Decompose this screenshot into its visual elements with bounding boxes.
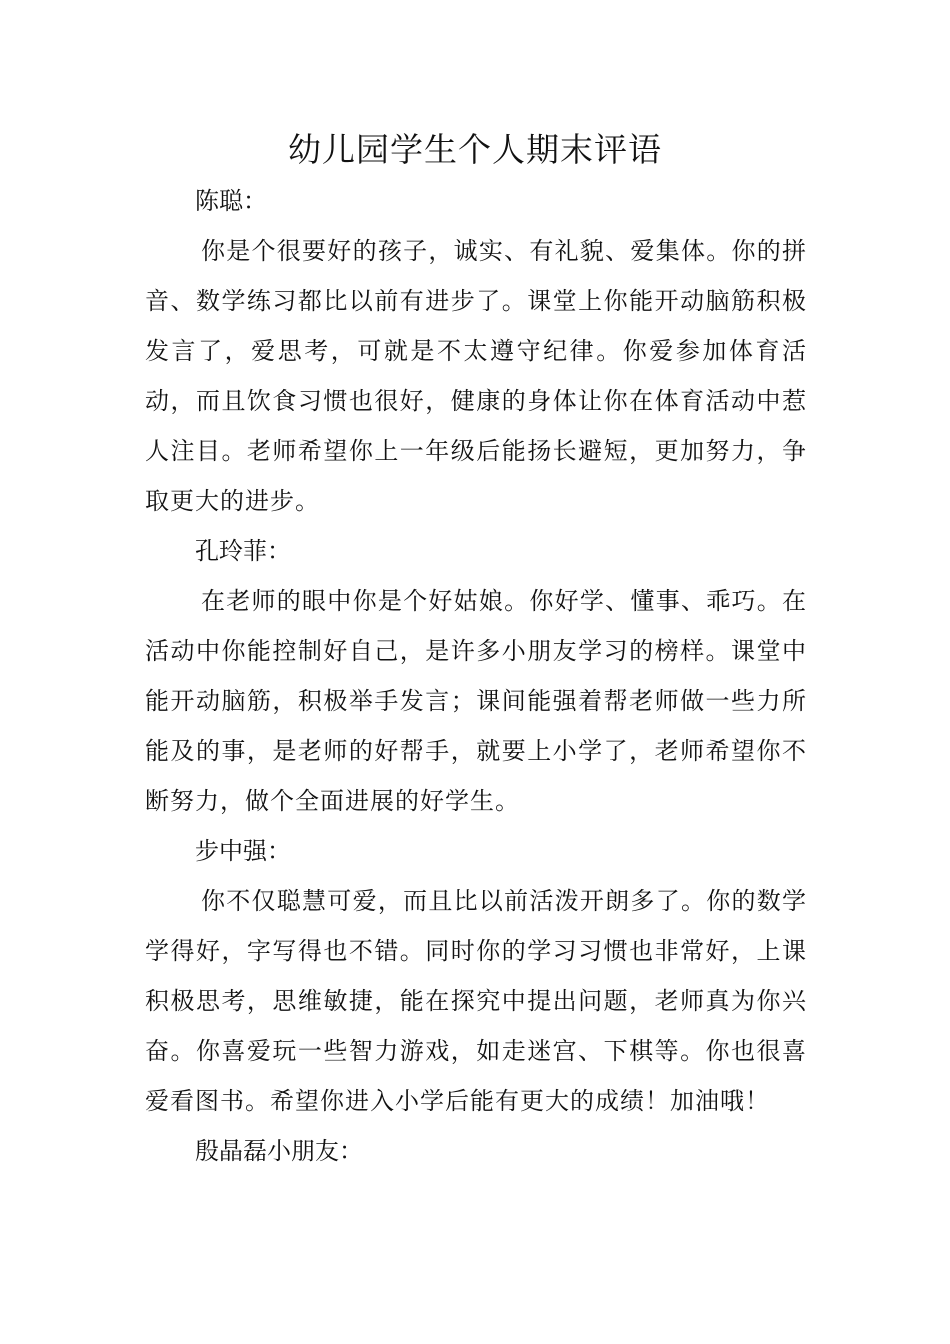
- student-name: 步中强：: [195, 837, 291, 865]
- student-comment: 你不仅聪慧可爱，而且比以前活泼开朗多了。你的数学学得好，字写得也不错。同时你的学习习惯也非常好，上课积极思考，思维敏捷，能在探究中提出问题，老师真为你兴奋。你喜爱玩一些智力游戏，如走迷宫、下棋等。你也很喜爱看图书。希望你进入小学后能有更大的成绩！加油哦！: [145, 887, 807, 1115]
- student-name: 殷晶磊小朋友：: [195, 1137, 363, 1165]
- student-name: 陈聪：: [195, 187, 267, 215]
- student-comment: 你是个很要好的孩子，诚实、有礼貌、爱集体。你的拼音、数学练习都比以前有进步了。课堂上你能开动脑筋积极发言了，爱思考，可就是不太遵守纪律。你爱参加体育活动，而且饮食习惯也很好，健康的身体让你在体育活动中惹人注目。老师希望你上一年级后能扬长避短，更加努力，争取更大的进步。: [145, 237, 807, 515]
- student-name: 孔玲菲：: [195, 537, 291, 565]
- document-body: [145, 176, 807, 1176]
- document-title: 幼儿园学生个人期末评语: [288, 130, 662, 169]
- student-comment: 在老师的眼中你是个好姑娘。你好学、懂事、乖巧。在活动中你能控制好自己，是许多小朋友学习的榜样。课堂中能开动脑筋，积极举手发言；课间能强着帮老师做一些力所能及的事，是老师的好帮手，就要上小学了，老师希望你不断努力，做个全面进展的好学生。: [145, 587, 807, 815]
